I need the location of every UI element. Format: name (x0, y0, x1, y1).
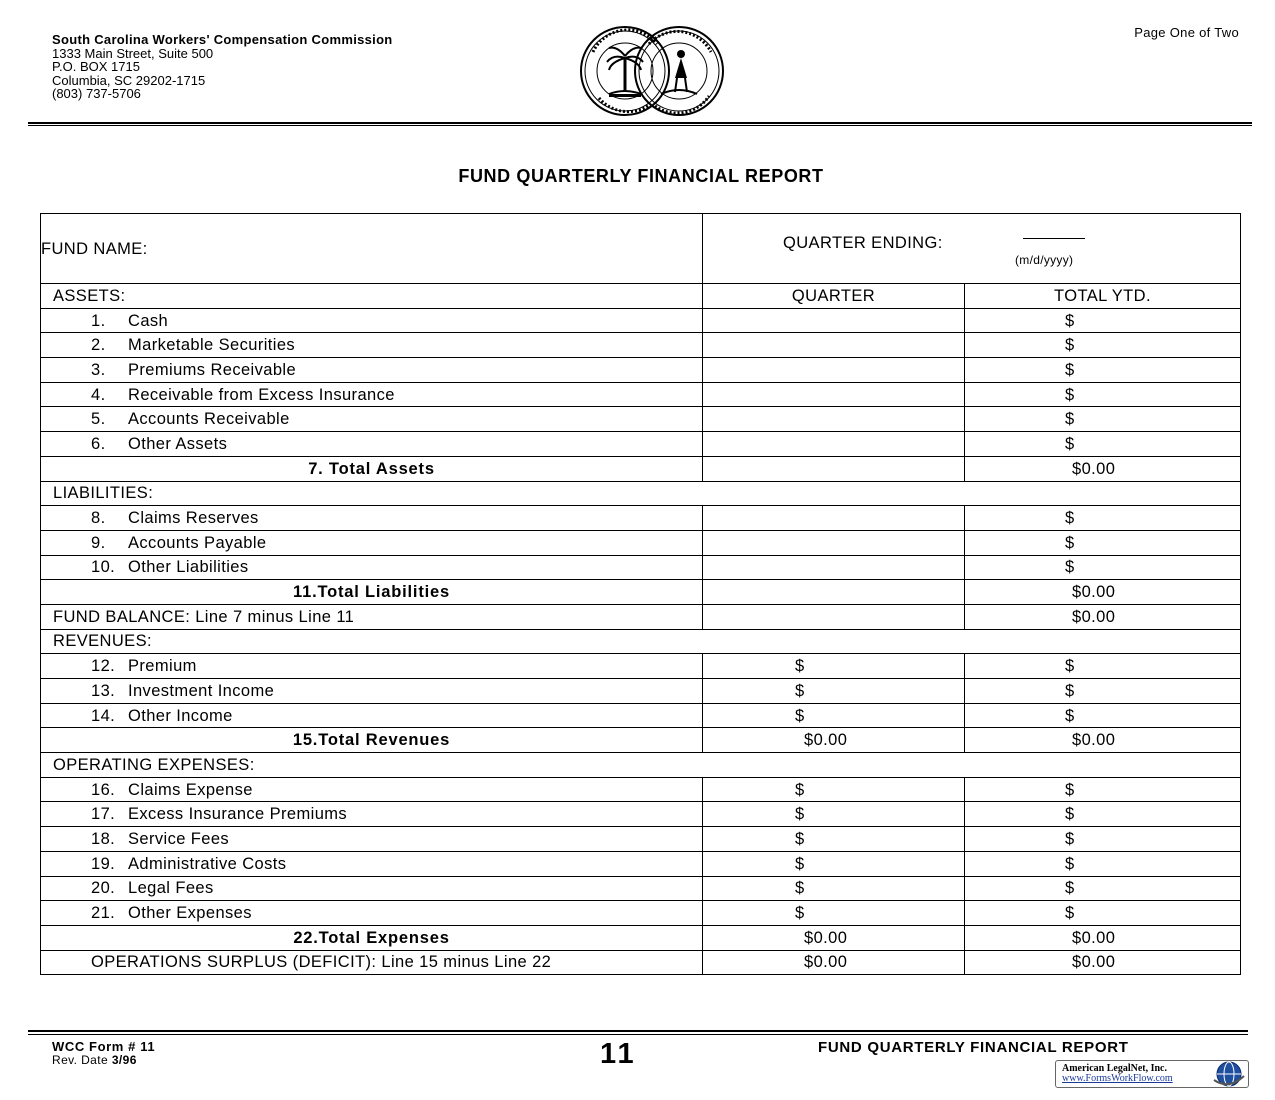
row-label-administrative-costs: 19. Administrative Costs (41, 851, 703, 876)
ytd-cell-claims-reserves[interactable]: $ (965, 506, 1241, 531)
revision-date: Rev. Date 3/96 (52, 1053, 137, 1067)
ytd-cell-other-liabilities[interactable]: $ (965, 555, 1241, 580)
ytd-total-revenues: $0.00 (965, 728, 1241, 753)
total-assets-label: 7. Total Assets (41, 456, 703, 481)
expenses-header-row (41, 753, 1241, 778)
ytd-fund-balance: $0.00 (965, 604, 1241, 629)
form-head-row (41, 214, 1241, 284)
quarter-ending-blank (1023, 238, 1085, 239)
ytd-cell-premiums-receivable[interactable]: $ (965, 358, 1241, 383)
table-row (41, 777, 1241, 802)
ytd-cell-other-expenses[interactable]: $ (965, 901, 1241, 926)
row-label-accounts-payable: 9. Accounts Payable (41, 530, 703, 555)
fund-balance-label: FUND BALANCE: Line 7 minus Line 11 (41, 604, 703, 629)
row-label-excess-insurance-premiums: 17. Excess Insurance Premiums (41, 802, 703, 827)
row-label-other-assets: 6. Other Assets (41, 432, 703, 457)
total-expenses-label: 22.Total Expenses (41, 925, 703, 950)
quarter-cell-receivable-excess-insurance[interactable] (703, 382, 965, 407)
table-row (41, 876, 1241, 901)
row-label-other-income: 14. Other Income (41, 703, 703, 728)
table-row (41, 432, 1241, 457)
row-label-investment-income: 13. Investment Income (41, 679, 703, 704)
table-row (41, 555, 1241, 580)
quarter-cell-excess-insurance-premiums[interactable]: $ (703, 802, 965, 827)
surplus-row (41, 950, 1241, 975)
column-header-quarter: QUARTER (703, 284, 965, 309)
quarter-cell-other-income[interactable]: $ (703, 703, 965, 728)
quarter-ending-label: QUARTER ENDING: (783, 234, 943, 252)
quarter-cell-legal-fees[interactable]: $ (703, 876, 965, 901)
footer-rule (28, 1030, 1248, 1032)
quarter-cell-other-expenses[interactable]: $ (703, 901, 965, 926)
date-format-hint: (m/d/yyyy) (1015, 253, 1074, 267)
ytd-cell-other-assets[interactable]: $ (965, 432, 1241, 457)
row-label-accounts-receivable: 5. Accounts Receivable (41, 407, 703, 432)
header-rule (28, 122, 1252, 124)
ytd-cell-premium[interactable]: $ (965, 654, 1241, 679)
quarter-cell-service-fees[interactable]: $ (703, 827, 965, 852)
address-line-2: P.O. BOX 1715 (52, 59, 140, 74)
assets-header-row (41, 284, 1241, 309)
vendor-url-link[interactable]: www.FormsWorkFlow.com (1062, 1073, 1173, 1084)
address-line-3: Columbia, SC 29202-1715 (52, 72, 206, 88)
fund-balance-row (41, 604, 1241, 629)
footer-title: FUND QUARTERLY FINANCIAL REPORT (818, 1039, 1129, 1056)
quarter-cell-administrative-costs[interactable]: $ (703, 851, 965, 876)
quarter-surplus: $0.00 (703, 950, 965, 975)
form-number: WCC Form # 11 (52, 1039, 156, 1054)
header-rule-thin (28, 125, 1252, 126)
table-row (41, 407, 1241, 432)
ytd-cell-receivable-excess-insurance[interactable]: $ (965, 382, 1241, 407)
table-row (41, 901, 1241, 926)
quarter-cell-claims-reserves[interactable] (703, 506, 965, 531)
quarter-cell-premiums-receivable[interactable] (703, 358, 965, 383)
table-row (41, 679, 1241, 704)
row-label-premium: 12. Premium (41, 654, 703, 679)
total-revenues-label: 15.Total Revenues (41, 728, 703, 753)
fund-name-label: FUND NAME: (41, 239, 148, 258)
phone-number: (803) 737-5706 (52, 86, 141, 101)
table-row (41, 333, 1241, 358)
quarter-ending-field[interactable] (703, 214, 1241, 284)
table-row (41, 530, 1241, 555)
table-row (41, 506, 1241, 531)
row-label-cash: 1. Cash (41, 308, 703, 333)
quarter-cell-cash[interactable] (703, 308, 965, 333)
vendor-globe-icon (1210, 1060, 1248, 1088)
ytd-cell-administrative-costs[interactable]: $ (965, 851, 1241, 876)
row-label-premiums-receivable: 3. Premiums Receivable (41, 358, 703, 383)
total-row (41, 580, 1241, 605)
table-row (41, 382, 1241, 407)
quarter-cell-investment-income[interactable]: $ (703, 679, 965, 704)
quarter-cell-total-assets (703, 456, 965, 481)
total-row (41, 456, 1241, 481)
ytd-cell-excess-insurance-premiums[interactable]: $ (965, 802, 1241, 827)
form-title: FUND QUARTERLY FINANCIAL REPORT (458, 166, 824, 186)
total-row (41, 728, 1241, 753)
surplus-label: OPERATIONS SURPLUS (DEFICIT): Line 15 minus Line 22 (41, 950, 703, 975)
page-indicator: Page One of Two (1134, 25, 1239, 40)
table-row (41, 358, 1241, 383)
quarter-cell-fund-balance (703, 604, 965, 629)
address-line-1: 1333 Main Street, Suite 500 (52, 45, 214, 61)
state-seal-icon (579, 24, 725, 118)
ytd-total-expenses: $0.00 (965, 925, 1241, 950)
ytd-cell-investment-income[interactable]: $ (965, 679, 1241, 704)
quarter-cell-other-assets[interactable] (703, 432, 965, 457)
ytd-total-liabilities: $0.00 (965, 580, 1241, 605)
liabilities-header-row (41, 481, 1241, 506)
ytd-cell-marketable-securities[interactable]: $ (965, 333, 1241, 358)
quarter-cell-marketable-securities[interactable] (703, 333, 965, 358)
total-liabilities-label: 11.Total Liabilities (41, 580, 703, 605)
table-row (41, 851, 1241, 876)
row-label-claims-reserves: 8. Claims Reserves (41, 506, 703, 531)
revenues-section-label: REVENUES: (41, 629, 1241, 654)
ytd-cell-accounts-payable[interactable]: $ (965, 530, 1241, 555)
ytd-surplus: $0.00 (965, 950, 1241, 975)
table-row (41, 827, 1241, 852)
ytd-cell-legal-fees[interactable]: $ (965, 876, 1241, 901)
row-label-marketable-securities: 2. Marketable Securities (41, 333, 703, 358)
revenues-header-row (41, 629, 1241, 654)
quarter-cell-accounts-payable[interactable] (703, 530, 965, 555)
org-name: South Carolina Workers' Compensation Commission (52, 32, 393, 47)
liabilities-section-label: LIABILITIES: (41, 481, 1241, 506)
column-header-total-ytd: TOTAL YTD. (965, 284, 1241, 309)
quarter-cell-premium[interactable]: $ (703, 654, 965, 679)
ytd-cell-accounts-receivable[interactable]: $ (965, 407, 1241, 432)
table-row (41, 654, 1241, 679)
table-row (41, 802, 1241, 827)
total-row (41, 925, 1241, 950)
quarter-total-expenses: $0.00 (703, 925, 965, 950)
row-label-receivable-excess-insurance: 4. Receivable from Excess Insurance (41, 382, 703, 407)
quarter-cell-total-liabilities (703, 580, 965, 605)
ytd-total-assets: $0.00 (965, 456, 1241, 481)
expenses-section-label: OPERATING EXPENSES: (41, 753, 1241, 778)
assets-section-label: ASSETS: (41, 284, 703, 309)
quarter-cell-other-liabilities[interactable] (703, 555, 965, 580)
ytd-cell-cash[interactable]: $ (965, 308, 1241, 333)
ytd-cell-claims-expense[interactable]: $ (965, 777, 1241, 802)
quarter-cell-accounts-receivable[interactable] (703, 407, 965, 432)
form-big-number: 11 (600, 1038, 637, 1070)
quarter-total-revenues: $0.00 (703, 728, 965, 753)
financial-report-table (40, 213, 1241, 975)
footer-rule-thin (28, 1034, 1248, 1035)
quarter-cell-claims-expense[interactable]: $ (703, 777, 965, 802)
row-label-claims-expense: 16. Claims Expense (41, 777, 703, 802)
fund-name-field[interactable] (41, 214, 703, 284)
ytd-cell-service-fees[interactable]: $ (965, 827, 1241, 852)
row-label-other-expenses: 21. Other Expenses (41, 901, 703, 926)
org-address-block (52, 33, 393, 101)
row-label-other-liabilities: 10. Other Liabilities (41, 555, 703, 580)
table-row (41, 308, 1241, 333)
row-label-legal-fees: 20. Legal Fees (41, 876, 703, 901)
ytd-cell-other-income[interactable]: $ (965, 703, 1241, 728)
row-label-service-fees: 18. Service Fees (41, 827, 703, 852)
table-row (41, 703, 1241, 728)
vendor-name: American LegalNet, Inc. (1062, 1063, 1167, 1074)
